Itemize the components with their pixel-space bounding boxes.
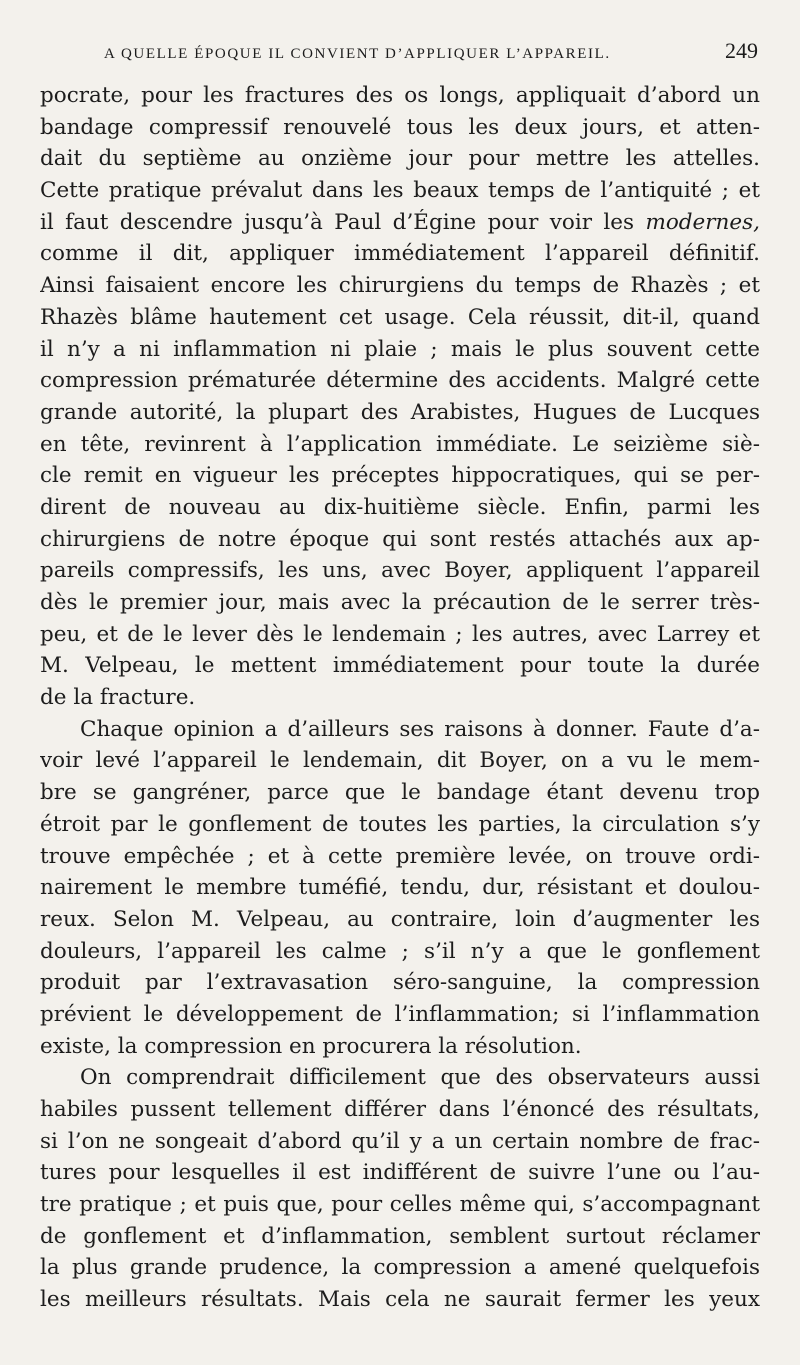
text-line: prévient le développement de l’inflammation; si l’inflammation: [40, 1001, 760, 1027]
text-line: grande autorité, la plupart des Arabistes, Hugues de Lucques: [40, 399, 760, 425]
body-text: [40, 80, 760, 1316]
text-line: trouve empêchée ; et à cette première levée, on trouve ordi-: [40, 843, 760, 869]
text-line: étroit par le gonflement de toutes les parties, la circulation s’y: [40, 811, 760, 837]
text-line: cle remit en vigueur les préceptes hippocratiques, qui se per-: [40, 463, 760, 489]
text-line: les meilleurs résultats. Mais cela ne saurait fermer les yeux: [40, 1287, 760, 1313]
text-line: Ainsi faisaient encore les chirurgiens du temps de Rhazès ; et: [40, 273, 760, 299]
text-line: de la fracture.: [40, 685, 196, 711]
italic-word: modernes,: [645, 209, 760, 235]
running-head: A QUELLE ÉPOQUE IL CONVIENT D’APPLIQUER L’APPAREIL.: [104, 46, 611, 62]
text-line: Chaque opinion a d’ailleurs ses raisons à donner. Faute d’a-: [80, 716, 760, 742]
text-line: habiles pussent tellement différer dans l’énoncé des résultats,: [40, 1097, 760, 1122]
text-line: en tête, revinrent à l’application immédiate. Le seizième siè-: [40, 431, 760, 457]
page-header: [40, 38, 760, 80]
text-line: comme il dit, appliquer immédiatement l’appareil définitif.: [40, 241, 760, 267]
text-line: douleurs, l’appareil les calme ; s’il n’y a que le gonflement: [40, 938, 760, 964]
text-line: dirent de nouveau au dix-huitième siècle. Enfin, parmi les: [40, 494, 760, 520]
text-line: [40, 207, 760, 239]
text-line: voir levé l’appareil le lendemain, dit Boyer, on a vu le mem-: [40, 748, 760, 774]
text-line: compression prématurée détermine des accidents. Malgré cette: [40, 368, 760, 394]
text-line: chirurgiens de notre époque qui sont restés attachés aux ap-: [40, 526, 760, 552]
text-line: produit par l’extravasation séro-sanguine, la compression: [40, 970, 760, 996]
text-line: pocrate, pour les fractures des os longs, appliquait d’abord un: [40, 83, 760, 108]
text-line: la plus grande prudence, la compression a amené quelquefois: [40, 1255, 760, 1281]
text-line: peu, et de le lever dès le lendemain ; les autres, avec Larrey et: [40, 621, 760, 647]
text-line: dès le premier jour, mais avec la précaution de le serrer très-: [40, 590, 760, 615]
text-line: tre pratique ; et puis que, pour celles même qui, s’accompagnant: [40, 1192, 760, 1218]
text-line: Cette pratique prévalut dans les beaux temps de l’antiquité ; et: [40, 178, 760, 204]
text-line: bandage compressif renouvelé tous les deux jours, et atten-: [40, 114, 760, 140]
text-line: nairement le membre tuméfié, tendu, dur, résistant et doulou-: [40, 875, 760, 901]
text-line: il n’y a ni inflammation ni plaie ; mais le plus souvent cette: [40, 336, 760, 362]
text-line: pareils compressifs, les uns, avec Boyer, appliquent l’appareil: [40, 558, 760, 584]
text-span: il faut descendre jusqu’à Paul d’Égine pour voir les: [40, 209, 635, 235]
text-line: On comprendrait difficilement que des observateurs aussi: [80, 1065, 760, 1091]
text-line: dait du septième au onzième jour pour mettre les attelles.: [40, 146, 760, 172]
text-line: Rhazès blâme hautement cet usage. Cela réussit, dit-il, quand: [40, 304, 760, 330]
text-line: M. Velpeau, le mettent immédiatement pour toute la durée: [40, 653, 760, 679]
text-line: de gonflement et d’inflammation, semblent surtout réclamer: [40, 1223, 760, 1249]
text-line: reux. Selon M. Velpeau, au contraire, loin d’augmenter les: [40, 906, 760, 932]
text-line: existe, la compression en procurera la résolution.: [40, 1033, 582, 1059]
text-line: si l’on ne songeait d’abord qu’il y a un certain nombre de frac-: [40, 1128, 760, 1154]
page-number: 249: [725, 38, 758, 63]
text-line: tures pour lesquelles il est indifférent de suivre l’une ou l’au-: [40, 1160, 760, 1186]
text-line: bre se gangréner, parce que le bandage étant devenu trop: [40, 780, 760, 806]
